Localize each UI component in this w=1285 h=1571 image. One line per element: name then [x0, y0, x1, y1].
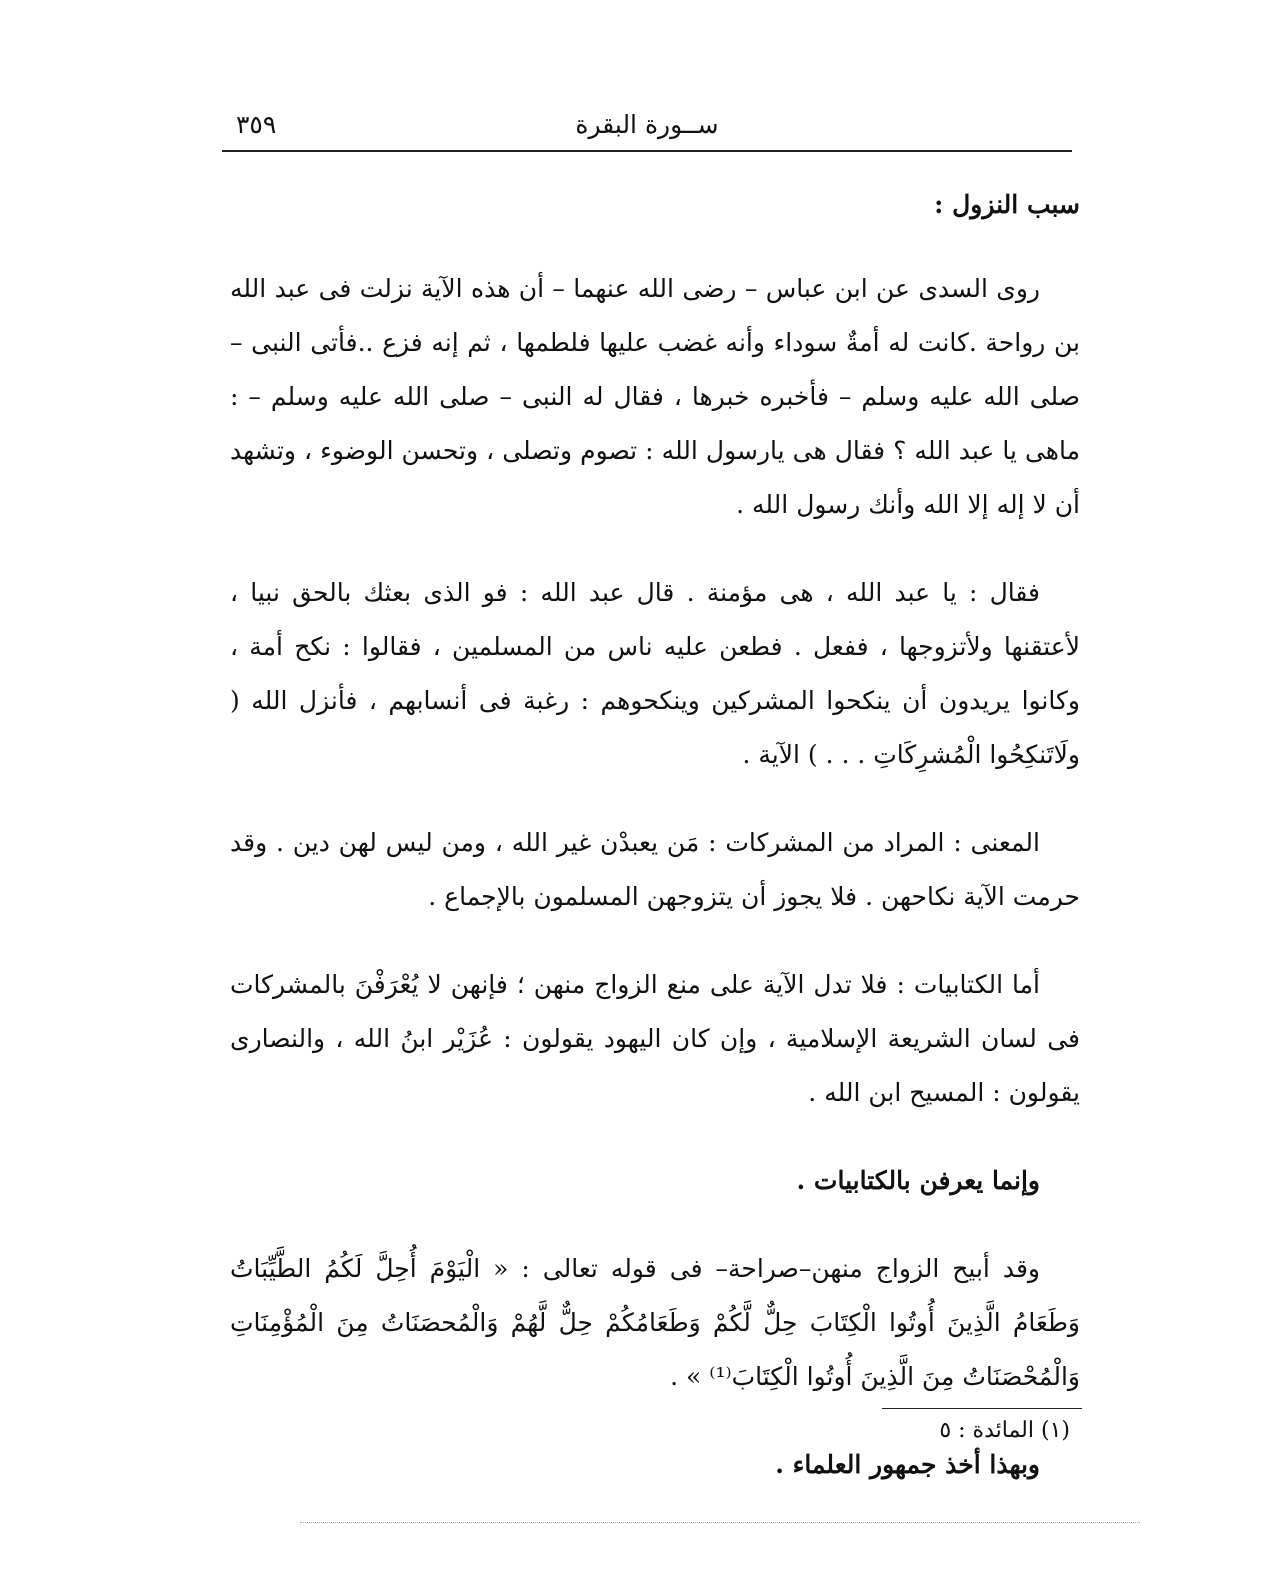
page-number: ٣٥٩ — [236, 110, 277, 139]
main-text — [230, 178, 1080, 1526]
scan-bottom-edge — [300, 1522, 1140, 1523]
footnote: (١) المائدة : ٥ — [939, 1418, 1070, 1443]
paragraph-narration: روى السدى عن ابن عباس – رضى الله عنهما – أن هذه الآية نزلت فى عبد الله بن رواحة .كانت له أمةٌ سوداء وأنه غضب عليها فلطمها ، ثم إنه فزع ..فأتى النبى – صلى الله عليه وسلم – فأخبره خبرها ، فقال له النبى – صلى الله عليه وسلم – : ماهى يا عبد الله ؟ فقال هى يارسول الله : تصوم وتصلى ، وتحسن الوضوء ، وتشهد أن لا إله إلا الله وأنك رسول الله . — [230, 274, 1080, 519]
paragraph-meaning: المعنى : المراد من المشركات : مَن يعبدْن غير الله ، ومن ليس لهن دين . وقد حرمت الآية نكاحهن . فلا يجوز أن يتزوجهن المسلمون بالإجماع . — [230, 828, 1080, 911]
paragraph-scriptural-women: أما الكتابيات : فلا تدل الآية على منع الزواج منهن ؛ فإنهن لا يُعْرَفْنَ بالمشركات فى لسان الشريعة الإسلامية ، وإن كان اليهود يقولون : عُزَيْر ابنُ الله ، والنصارى يقولون : المسيح ابن الله . — [230, 970, 1080, 1107]
page-header — [222, 104, 1072, 150]
footnote-divider — [882, 1408, 1082, 1409]
section-heading: سبب النزول : — [934, 190, 1080, 219]
paragraph-revelation: فقال : يا عبد الله ، هى مؤمنة . قال عبد الله : فو الذى بعثك بالحق نبيا ، لأعتقنها ولأتزوجها ، ففعل . فطعن عليه ناس من المسلمين ، فقالوا : نكح أمة ، وكانوا يريدون أن ينكحوا المشركين وينكحوهم : رغبة فى أنسابهم ، فأنزل الله ( ولَاتَنكِحُوا الْمُشرِكَاتِ . . . ) الآية . — [230, 578, 1080, 769]
paragraph-verse: وقد أبيح الزواج منهن–صراحة– فى قوله تعالى : « الْيَوْمَ أُحِلَّ لَكُمُ الطَّيِّبَاتُ وَطَعَامُ الَّذِينَ أُوتُوا الْكِتَابَ حِلٌّ لَّكُمْ وَطَعَامُكُمْ حِلٌّ لَّهُمْ وَالْمُحصَنَاتُ مِنَ الْمُؤْمِنَاتِ وَالْمُحْصَنَاتُ مِنَ الَّذِينَ أُوتُوا الْكِتَابَ⁽¹⁾ » . — [230, 1254, 1080, 1391]
running-title: ســورة البقرة — [575, 110, 719, 139]
header-divider — [222, 150, 1072, 152]
paragraph-known-as: وإنما يعرفن بالكتابيات . — [796, 1166, 1040, 1195]
paragraph-majority: وبهذا أخذ جمهور العلماء . — [775, 1450, 1040, 1479]
